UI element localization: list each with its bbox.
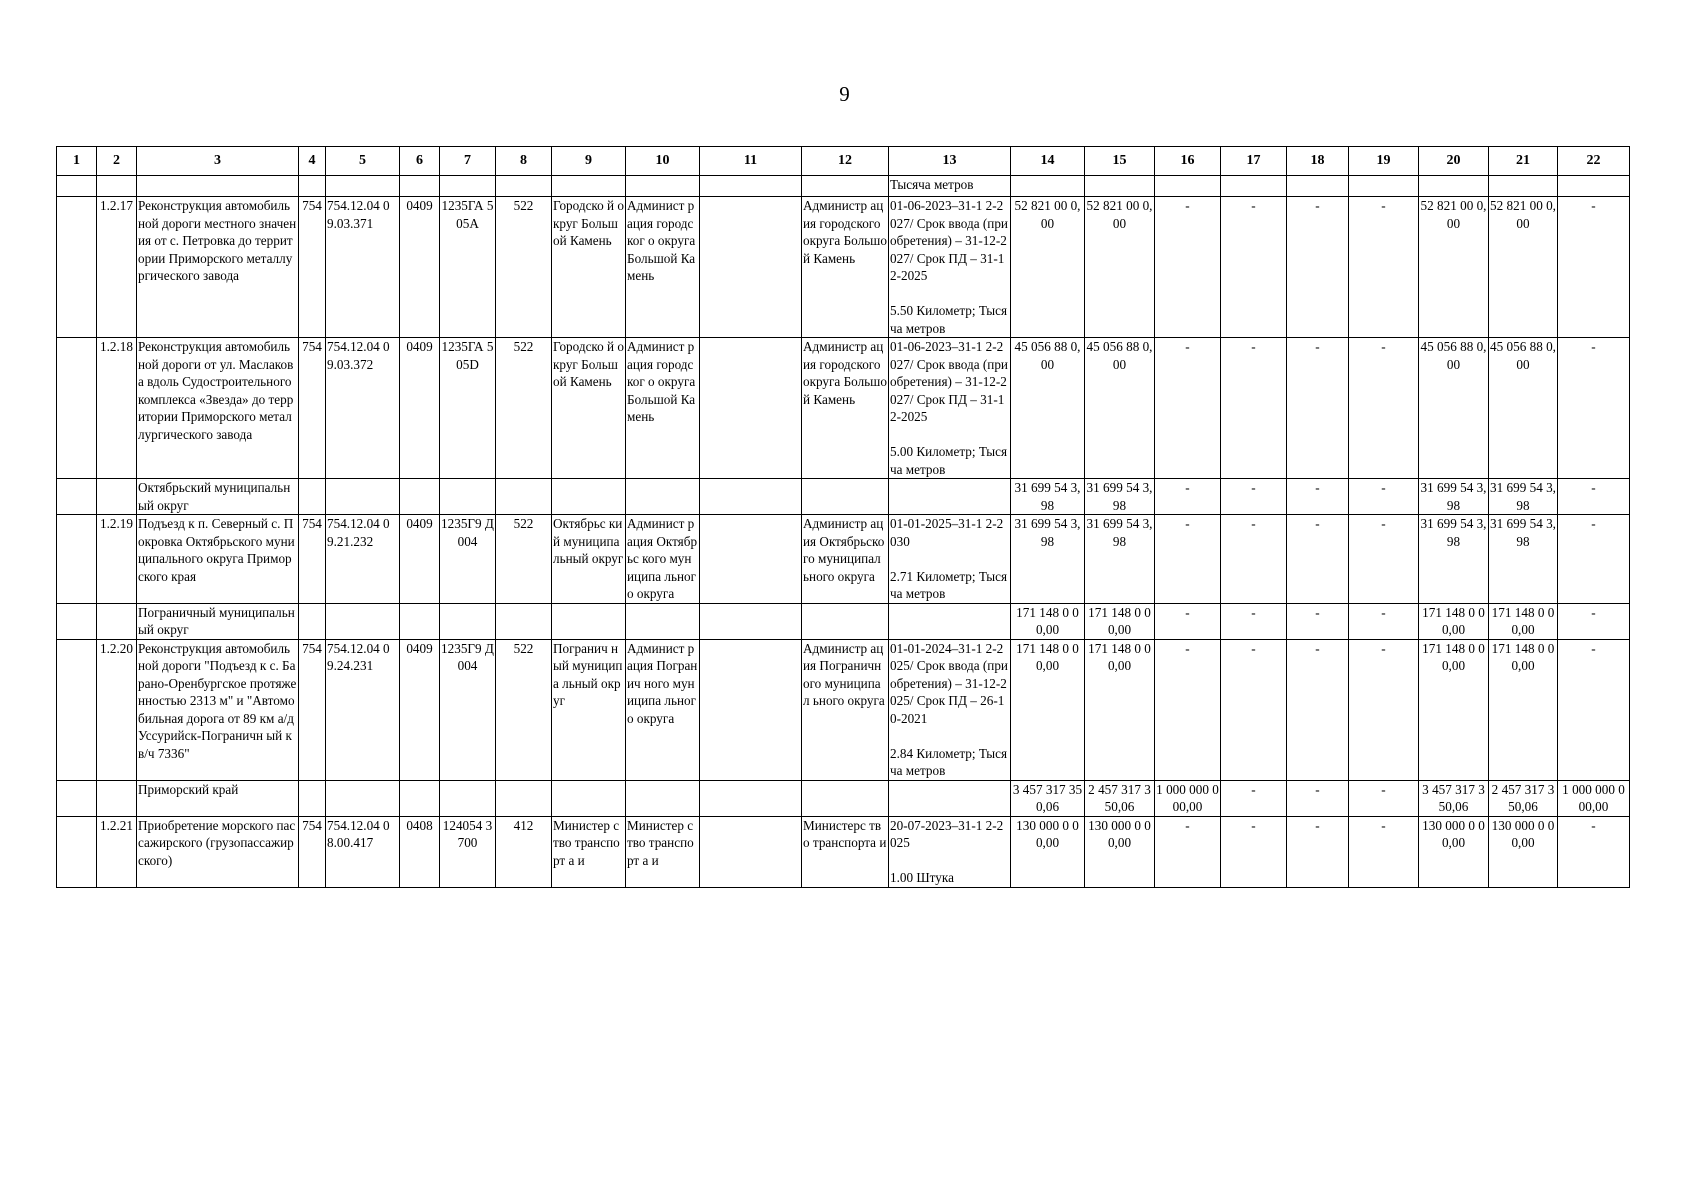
cell-col19 [1349, 176, 1419, 197]
cell-classifier: 754.12.04 09.03.372 [326, 338, 400, 479]
cell-classifier [326, 176, 400, 197]
cell-customer [626, 780, 700, 816]
cell-item-number: 1.2.19 [97, 515, 137, 604]
cell-federal-budget: - [1155, 338, 1221, 479]
header-cell: 21 [1489, 147, 1558, 176]
cell-federal-budget: - [1155, 603, 1221, 639]
cell-expense-type: 522 [496, 197, 552, 338]
cell-col18 [1287, 176, 1349, 197]
cell-col17: - [1221, 603, 1287, 639]
cell-customer [626, 479, 700, 515]
cell-code: 754 [299, 816, 326, 887]
cell-col11 [700, 338, 802, 479]
cell-section: 0409 [400, 515, 440, 604]
header-cell: 10 [626, 147, 700, 176]
cell-expense-type [496, 479, 552, 515]
cell-target-article [440, 479, 496, 515]
cell-section: 0408 [400, 816, 440, 887]
cell-expense-type: 522 [496, 639, 552, 780]
budget-table [56, 146, 1630, 888]
cell-regional-budget: 130 000 0 00,00 [1085, 816, 1155, 887]
header-row [57, 147, 1630, 176]
cell-regional-budget-2: 130 000 0 00,00 [1489, 816, 1558, 887]
cell-total: 45 056 88 0,00 [1011, 338, 1085, 479]
cell-name: Подъезд к п. Северный с. Покровка Октябрьского муниципального округа Приморского края [137, 515, 299, 604]
cell-code: 754 [299, 338, 326, 479]
cell-developer: Администр ация городского округа Большой Камень [802, 338, 889, 479]
cell-terms-capacity: 01-06-2023–31-1 2-2027/ Срок ввода (приобретения) – 31-12-2027/ Срок ПД – 31-12-2025 5.00 Километр; Тысяча метров [889, 338, 1011, 479]
cell-name [137, 176, 299, 197]
cell-customer [626, 176, 700, 197]
cell-blank [57, 197, 97, 338]
cell-total-2: 52 821 00 0,00 [1419, 197, 1489, 338]
cell-item-number [97, 176, 137, 197]
header-cell: 5 [326, 147, 400, 176]
table-row [57, 197, 1630, 338]
cell-total: 171 148 0 00,00 [1011, 639, 1085, 780]
table-row [57, 338, 1630, 479]
cell-federal-budget-2: - [1558, 479, 1630, 515]
cell-section: 0409 [400, 639, 440, 780]
cell-blank [57, 816, 97, 887]
cell-name: Реконструкция автомобильной дороги "Подъезд к с. Барано-Оренбургское протяженностью 2313 м" и "Автомобильная дорога от 89 км а/д Уссурийск-Пограничн ый к в/ч 7336" [137, 639, 299, 780]
group-row [57, 603, 1630, 639]
cell-col17: - [1221, 515, 1287, 604]
cell-terms-capacity: 01-01-2024–31-1 2-2025/ Срок ввода (приобретения) – 31-12-2025/ Срок ПД – 26-10-2021 2.84 Километр; Тысяча метров [889, 639, 1011, 780]
header-cell: 20 [1419, 147, 1489, 176]
cell-section [400, 176, 440, 197]
cell-developer: Администр ация Пограничного муниципал ьного округа [802, 639, 889, 780]
header-cell: 18 [1287, 147, 1349, 176]
header-cell: 3 [137, 147, 299, 176]
cell-total: 171 148 0 00,00 [1011, 603, 1085, 639]
table-body [57, 176, 1630, 888]
cell-col18: - [1287, 780, 1349, 816]
cell-federal-budget-2: - [1558, 338, 1630, 479]
cell-terms-capacity: 01-01-2025–31-1 2-2030 2.71 Километр; Тысяча метров [889, 515, 1011, 604]
cell-col11 [700, 639, 802, 780]
header-cell: 8 [496, 147, 552, 176]
cell-customer: Админист рация Октябрьс кого муниципа льного округа [626, 515, 700, 604]
cell-name: Пограничный муниципальный округ [137, 603, 299, 639]
cell-total: 31 699 54 3,98 [1011, 515, 1085, 604]
cell-regional-budget-2: 45 056 88 0,00 [1489, 338, 1558, 479]
cell-col17: - [1221, 197, 1287, 338]
cell-federal-budget: - [1155, 515, 1221, 604]
header-cell: 6 [400, 147, 440, 176]
cell-item-number [97, 780, 137, 816]
cell-territory [552, 603, 626, 639]
cell-col18: - [1287, 197, 1349, 338]
cell-developer: Министерс тво транспорта и [802, 816, 889, 887]
cell-customer: Админист рация Погранич ного муниципа льного округа [626, 639, 700, 780]
cell-col11 [700, 479, 802, 515]
cell-federal-budget: - [1155, 639, 1221, 780]
cell-target-article [440, 780, 496, 816]
cell-item-number: 1.2.17 [97, 197, 137, 338]
cell-col17: - [1221, 780, 1287, 816]
cell-target-article: 124054 3700 [440, 816, 496, 887]
cell-col18: - [1287, 816, 1349, 887]
header-cell: 13 [889, 147, 1011, 176]
cell-territory: Городско й округ Большой Камень [552, 338, 626, 479]
cell-territory: Городско й округ Большой Камень [552, 197, 626, 338]
cell-section: 0409 [400, 338, 440, 479]
header-cell: 16 [1155, 147, 1221, 176]
cell-target-article: 1235ГА 505D [440, 338, 496, 479]
cell-classifier: 754.12.04 08.00.417 [326, 816, 400, 887]
cell-territory [552, 479, 626, 515]
cell-col19: - [1349, 338, 1419, 479]
cell-developer: Администр ация городского округа Большой Камень [802, 197, 889, 338]
cell-col17: - [1221, 479, 1287, 515]
cell-blank [57, 603, 97, 639]
cell-terms-capacity [889, 780, 1011, 816]
cell-total: 31 699 54 3,98 [1011, 479, 1085, 515]
cell-federal-budget-2: - [1558, 639, 1630, 780]
header-cell: 15 [1085, 147, 1155, 176]
cell-expense-type: 412 [496, 816, 552, 887]
cell-expense-type: 522 [496, 338, 552, 479]
cell-classifier [326, 603, 400, 639]
cell-total-2: 45 056 88 0,00 [1419, 338, 1489, 479]
cell-regional-budget: 2 457 317 350,06 [1085, 780, 1155, 816]
cell-code: 754 [299, 639, 326, 780]
cell-territory: Погранич ный муниципа льный округ [552, 639, 626, 780]
cell-federal-budget-2: - [1558, 816, 1630, 887]
cell-developer [802, 479, 889, 515]
cell-total: 130 000 0 00,00 [1011, 816, 1085, 887]
header-cell: 2 [97, 147, 137, 176]
cell-regional-budget-2: 2 457 317 350,06 [1489, 780, 1558, 816]
cell-classifier: 754.12.04 09.24.231 [326, 639, 400, 780]
cell-developer [802, 176, 889, 197]
cell-total: 52 821 00 0,00 [1011, 197, 1085, 338]
cell-total-2: 171 148 0 00,00 [1419, 639, 1489, 780]
cell-blank [57, 176, 97, 197]
cell-blank [57, 780, 97, 816]
cell-target-article [440, 603, 496, 639]
cell-col19: - [1349, 639, 1419, 780]
header-cell: 17 [1221, 147, 1287, 176]
cell-blank [57, 338, 97, 479]
cell-name: Октябрьский муниципальный округ [137, 479, 299, 515]
cell-item-number: 1.2.21 [97, 816, 137, 887]
cell-regional-budget-2: 31 699 54 3,98 [1490, 480, 1556, 513]
cell-territory: Октябрьс кий муниципа льный округ [552, 515, 626, 604]
cell-code [299, 479, 326, 515]
cell-regional-budget: 52 821 00 0,00 [1085, 197, 1155, 338]
cell-regional-budget-2: 31 699 54 3,98 [1489, 515, 1558, 604]
cell-regional-budget-2: 171 148 0 00,00 [1489, 603, 1558, 639]
cell-target-article [440, 176, 496, 197]
cell-col18: - [1287, 639, 1349, 780]
cell-federal-budget-2: - [1558, 603, 1630, 639]
table-row [57, 515, 1630, 604]
cell-name: Реконструкция автомобильной дороги от ул. Маслакова вдоль Судостроительного комплекса «Звезда» до территории Приморского металлургического завода [137, 338, 299, 479]
cell-col19: - [1349, 479, 1419, 515]
cell-code [299, 780, 326, 816]
header-cell: 1 [57, 147, 97, 176]
header-cell: 22 [1558, 147, 1630, 176]
cell-section: 0409 [400, 197, 440, 338]
cell-federal-budget-2: - [1558, 197, 1630, 338]
cell-regional-budget [1085, 176, 1155, 197]
cell-col11 [700, 197, 802, 338]
cell-col17: - [1221, 816, 1287, 887]
header-cell: 19 [1349, 147, 1419, 176]
cell-code: 754 [299, 197, 326, 338]
table-row [57, 816, 1630, 887]
cell-customer: Админист рация городског о округа Большой Камень [626, 197, 700, 338]
header-cell: 7 [440, 147, 496, 176]
cell-code: 754 [299, 515, 326, 604]
cell-expense-type [496, 176, 552, 197]
cell-regional-budget: 45 056 88 0,00 [1085, 338, 1155, 479]
cell-item-number [97, 603, 137, 639]
cell-territory: Министер ство транспорт а и [552, 816, 626, 887]
cell-name: Приобретение морского пассажирского (грузопассажирского) [137, 816, 299, 887]
cell-blank [57, 479, 97, 515]
cell-col17: - [1221, 639, 1287, 780]
cell-federal-budget: 1 000 000 000,00 [1156, 781, 1219, 814]
cell-customer: Министер ство транспорт а и [626, 816, 700, 887]
cell-col11 [700, 816, 802, 887]
cell-developer: Администр ация Октябрьско го муниципал ьного округа [802, 515, 889, 604]
cell-terms-capacity: 20-07-2023–31-1 2-2025 1.00 Штука [889, 816, 1011, 887]
cell-col19: - [1349, 603, 1419, 639]
cell-col11 [700, 176, 802, 197]
cell-classifier: 754.12.04 09.21.232 [326, 515, 400, 604]
cell-customer: Админист рация городског о округа Большой Камень [626, 338, 700, 479]
cell-col18: - [1287, 603, 1349, 639]
cell-regional-budget: 31 699 54 3,98 [1085, 515, 1155, 604]
cell-section [400, 603, 440, 639]
cell-total-2 [1419, 176, 1489, 197]
cell-federal-budget-2 [1558, 176, 1630, 197]
cell-total-2: 130 000 0 00,00 [1419, 816, 1489, 887]
cell-item-number [97, 479, 137, 515]
cell-regional-budget: 171 148 0 00,00 [1085, 603, 1155, 639]
header-cell: 12 [802, 147, 889, 176]
table-row [57, 639, 1630, 780]
cell-col11 [700, 603, 802, 639]
cell-section [400, 780, 440, 816]
cell-total-2: 31 699 54 3,98 [1419, 515, 1489, 604]
cell-col18: - [1287, 479, 1349, 515]
cell-code [299, 603, 326, 639]
cell-classifier: 754.12.04 09.03.371 [326, 197, 400, 338]
group-row [57, 479, 1630, 515]
group-row [57, 780, 1630, 816]
cell-terms-capacity: 01-06-2023–31-1 2-2027/ Срок ввода (приобретения) – 31-12-2027/ Срок ПД – 31-12-2025 5.50 Километр; Тысяча метров [889, 197, 1011, 338]
cell-item-number: 1.2.20 [97, 639, 137, 780]
cell-target-article: 1235Г9 Д004 [440, 515, 496, 604]
cell-developer [802, 780, 889, 816]
header-cell: 14 [1011, 147, 1085, 176]
cell-regional-budget-2 [1489, 176, 1558, 197]
header-cell: 4 [299, 147, 326, 176]
cell-territory [552, 780, 626, 816]
cell-blank [57, 515, 97, 604]
cell-target-article: 1235ГА 505А [440, 197, 496, 338]
cell-expense-type [496, 603, 552, 639]
cell-regional-budget-2: 52 821 00 0,00 [1489, 197, 1558, 338]
cell-terms-capacity: Тысяча метров [889, 176, 1011, 197]
cell-terms-capacity [889, 479, 1011, 515]
cell-col11 [700, 515, 802, 604]
cell-name: Приморский край [137, 780, 299, 816]
page-number: 9 [839, 82, 850, 106]
cell-total: 3 457 317 350,06 [1011, 780, 1085, 816]
cell-name: Реконструкция автомобильной дороги местного значения от с. Петровка до территории Приморского металлургического завода [137, 197, 299, 338]
cell-territory [552, 176, 626, 197]
cell-federal-budget-2: 1 000 000 000,00 [1558, 780, 1630, 816]
cell-total [1011, 176, 1085, 197]
cell-col18: - [1287, 338, 1349, 479]
cell-col19: - [1349, 515, 1419, 604]
cell-col19: - [1349, 197, 1419, 338]
header-cell: 11 [700, 147, 802, 176]
cell-item-number: 1.2.18 [97, 338, 137, 479]
cell-target-article: 1235Г9 Д004 [440, 639, 496, 780]
cell-code [299, 176, 326, 197]
cell-col17 [1221, 176, 1287, 197]
cell-col18: - [1287, 515, 1349, 604]
cell-federal-budget: - [1155, 197, 1221, 338]
cell-federal-budget [1155, 176, 1221, 197]
cell-total-2: 171 148 0 00,00 [1419, 603, 1489, 639]
cell-federal-budget: - [1155, 479, 1221, 515]
cell-total-2: 3 457 317 350,06 [1419, 780, 1489, 816]
cell-developer [802, 603, 889, 639]
cell-regional-budget: 171 148 0 00,00 [1085, 639, 1155, 780]
cell-terms-capacity [889, 603, 1011, 639]
cell-total-2: 31 699 54 3,98 [1419, 479, 1489, 515]
cell-regional-budget-2: 171 148 0 00,00 [1489, 639, 1558, 780]
cell-col19: - [1349, 816, 1419, 887]
cell-blank [57, 639, 97, 780]
cell-col11 [700, 780, 802, 816]
continuation-row [57, 176, 1630, 197]
cell-expense-type [496, 780, 552, 816]
cell-section [400, 479, 440, 515]
cell-classifier [326, 780, 400, 816]
header-cell: 9 [552, 147, 626, 176]
cell-regional-budget: 31 699 54 3,98 [1085, 479, 1155, 515]
cell-federal-budget: - [1155, 816, 1221, 887]
cell-customer [626, 603, 700, 639]
cell-expense-type: 522 [496, 515, 552, 604]
cell-col17: - [1221, 338, 1287, 479]
cell-federal-budget-2: - [1558, 515, 1630, 604]
cell-classifier [326, 479, 400, 515]
cell-col19: - [1349, 780, 1419, 816]
